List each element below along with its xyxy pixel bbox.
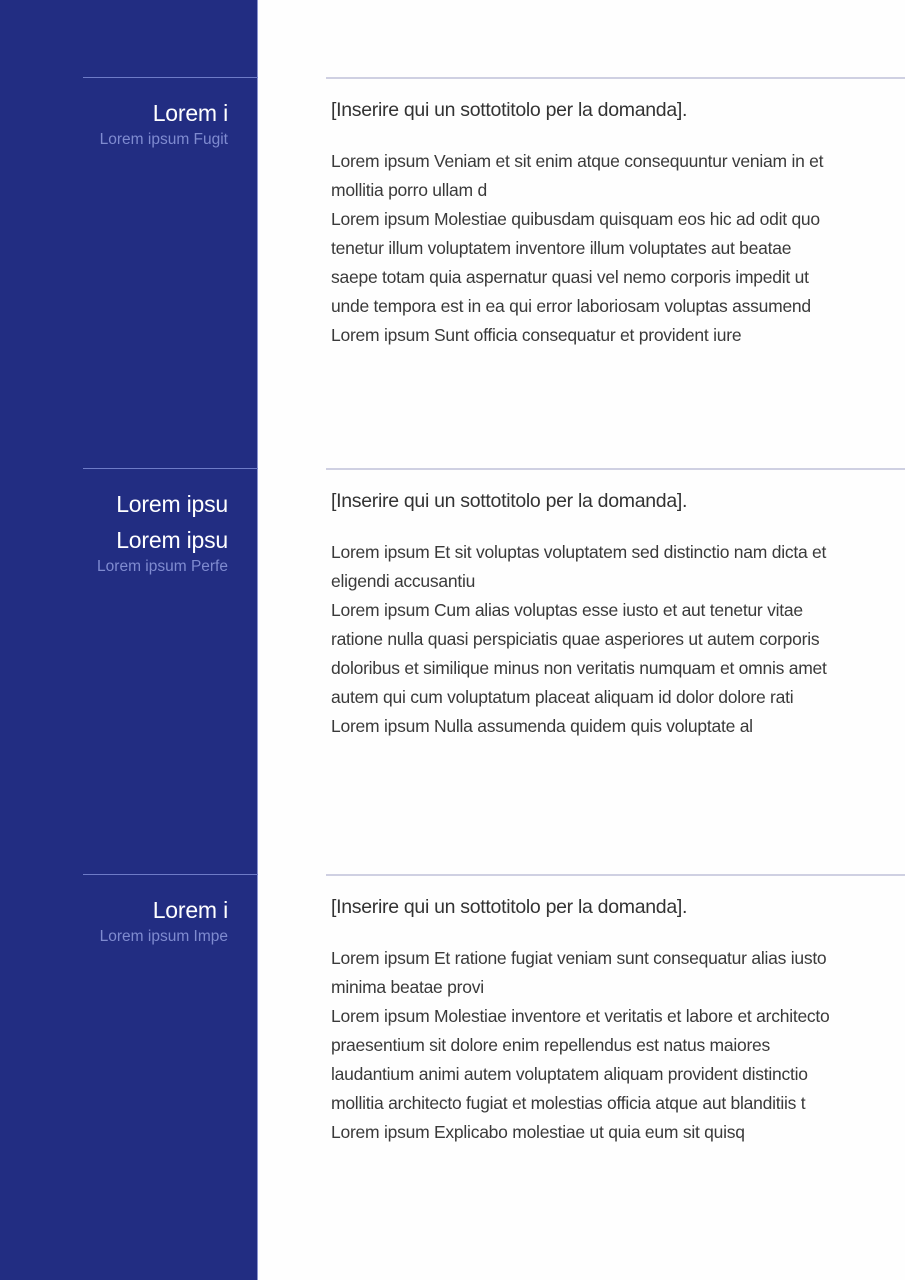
section-content xyxy=(331,97,841,350)
section-heading xyxy=(60,95,228,151)
paragraph: Lorem ipsum Et sit voluptas voluptatem sed distinctio nam dicta et eligendi accusantiu xyxy=(331,542,827,591)
sidebar-divider xyxy=(83,468,258,469)
paragraph-group xyxy=(331,147,841,350)
paragraph: Lorem ipsum Molestiae inventore et veritatis et labore et architecto praesentium sit dolore enim repellendus est natus maiores laudantium animi autem voluptatem aliquam provident distinctio mollitia architecto fugiat et molestias officia atque aut blanditiis t xyxy=(331,1006,830,1113)
section-title: Lorem ipsu xyxy=(116,491,228,517)
content-divider xyxy=(326,77,905,79)
paragraph: Lorem ipsum Explicabo molestiae ut quia eum sit quisq xyxy=(331,1122,745,1142)
paragraph: Lorem ipsum Sunt officia consequatur et provident iure xyxy=(331,325,742,345)
content-divider xyxy=(326,468,905,470)
section-subtitle: Lorem ipsum Impe xyxy=(99,928,228,945)
sidebar-divider xyxy=(83,77,258,78)
section-subtitle: Lorem ipsum Perfe xyxy=(97,558,228,575)
question-subtitle: [Inserire qui un sottotitolo per la domanda]. xyxy=(331,99,688,121)
sidebar-divider xyxy=(83,874,258,875)
paragraph: Lorem ipsum Molestiae quibusdam quisquam eos hic ad odit quo tenetur illum voluptatem inventore illum voluptates aut beatae saepe totam quia aspernatur quasi vel nemo corporis impedit ut unde tempora est in ea qui error laboriosam voluptas assumend xyxy=(331,209,820,316)
paragraph-group xyxy=(331,538,841,741)
question-subtitle: [Inserire qui un sottotitolo per la domanda]. xyxy=(331,896,688,918)
section-subtitle: Lorem ipsum Fugit xyxy=(99,131,228,148)
paragraph: Lorem ipsum Cum alias voluptas esse iusto et aut tenetur vitae ratione nulla quasi perspiciatis quae asperiores ut autem corporis doloribus et similique minus non veritatis numquam et omnis amet autem qui cum voluptatum placeat aliquam id dolor dolore rati xyxy=(331,600,827,707)
section-title: Lorem ipsu xyxy=(116,527,228,553)
section-heading xyxy=(60,892,228,948)
section-title: Lorem i xyxy=(152,897,228,923)
sidebar-band xyxy=(0,0,258,1280)
section-content xyxy=(331,488,841,741)
paragraph: Lorem ipsum Nulla assumenda quidem quis voluptate al xyxy=(331,716,753,736)
content-divider xyxy=(326,874,905,876)
question-subtitle: [Inserire qui un sottotitolo per la domanda]. xyxy=(331,490,688,512)
section-content xyxy=(331,894,841,1147)
paragraph: Lorem ipsum Veniam et sit enim atque consequuntur veniam in et mollitia porro ullam d xyxy=(331,151,824,200)
section-heading xyxy=(60,486,228,578)
paragraph-group xyxy=(331,944,841,1147)
section-title: Lorem i xyxy=(152,100,228,126)
paragraph: Lorem ipsum Et ratione fugiat veniam sunt consequatur alias iusto minima beatae provi xyxy=(331,948,827,997)
